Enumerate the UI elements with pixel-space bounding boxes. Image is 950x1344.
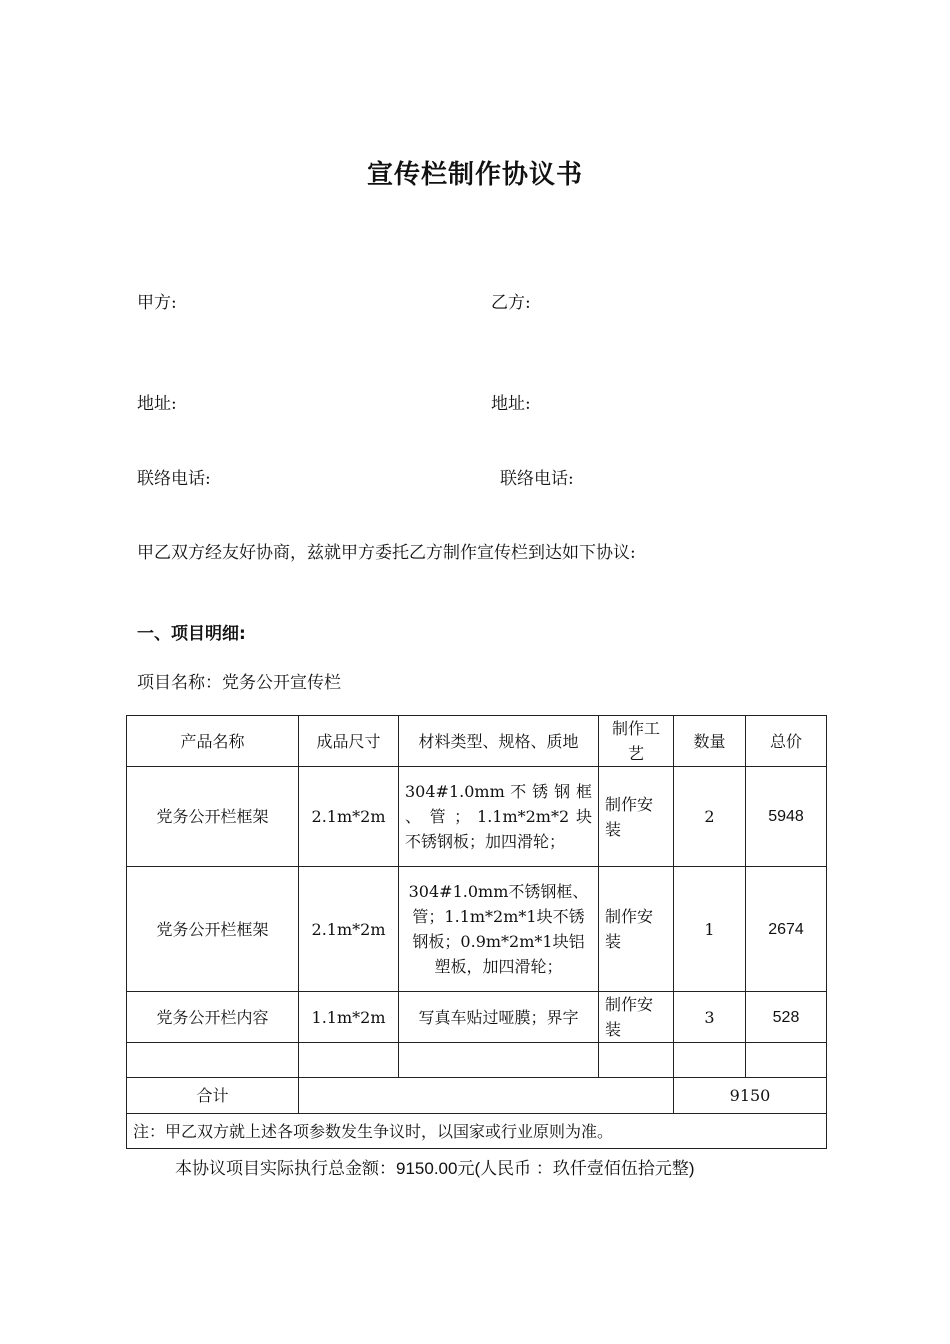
empty-row [127,1043,827,1078]
cell-material: 写真车贴过哑膜；界字 [399,992,599,1043]
cell-material: 304#1.0mm 不 锈 钢 框 、 管 ； 1.1m*2m*2 块不锈钢板；加四滑轮； [399,767,599,867]
cell-process: 制作安装 [599,767,674,867]
party-a-address-label: 地址: [137,394,177,414]
cell-quantity: 1 [674,867,746,992]
cell-material: 304#1.0mm不锈钢框、管；1.1m*2m*1块不锈钢板；0.9m*2m*1块铝塑板，加四滑轮； [399,867,599,992]
section-heading: 一、项目明细: [137,624,246,644]
party-b-phone-label: 联络电话: [500,469,574,489]
cell-size: 1.1m*2m [299,992,399,1043]
party-a-label: 甲方: [137,293,177,313]
cell-product-name: 党务公开栏框架 [127,867,299,992]
cell-quantity: 3 [674,992,746,1043]
table-note: 注：甲乙双方就上述各项参数发生争议时，以国家或行业原则为准。 [127,1114,827,1149]
total-label: 合计 [127,1078,299,1114]
total-value: 9150 [674,1078,827,1114]
cell-product-name: 党务公开栏内容 [127,992,299,1043]
header-size: 成品尺寸 [299,716,399,767]
intro-paragraph: 甲乙双方经友好协商，兹就甲方委托乙方制作宣传栏到达如下协议: [137,543,636,563]
cell-quantity: 2 [674,767,746,867]
party-b-address-label: 地址: [491,394,531,414]
cell-price: 5948 [746,767,827,867]
total-spacer [299,1078,674,1114]
cell-product-name: 党务公开栏框架 [127,767,299,867]
table-header-row [127,716,827,767]
party-a-phone-label: 联络电话: [137,469,211,489]
cell-price: 528 [746,992,827,1043]
header-quantity: 数量 [674,716,746,767]
table-row [127,992,827,1043]
cell-size: 2.1m*2m [299,867,399,992]
items-table [126,715,827,1149]
cell-price: 2674 [746,867,827,992]
party-b-label: 乙方: [491,293,531,313]
table-row [127,867,827,992]
total-row [127,1078,827,1114]
header-product-name: 产品名称 [127,716,299,767]
cell-size: 2.1m*2m [299,767,399,867]
header-process: 制作工艺 [599,716,674,767]
table-row [127,767,827,867]
note-row [127,1114,827,1149]
header-total-price: 总价 [746,716,827,767]
total-amount-line: 本协议项目实际执行总金额：9150.00元(人民币 ：玖仟壹佰伍拾元整) [175,1159,695,1178]
document-title: 宣传栏制作协议书 [366,160,583,190]
project-name: 项目名称：党务公开宣传栏 [137,673,341,693]
header-material: 材料类型、规格、质地 [399,716,599,767]
cell-process: 制作安装 [599,867,674,992]
cell-process: 制作安装 [599,992,674,1043]
